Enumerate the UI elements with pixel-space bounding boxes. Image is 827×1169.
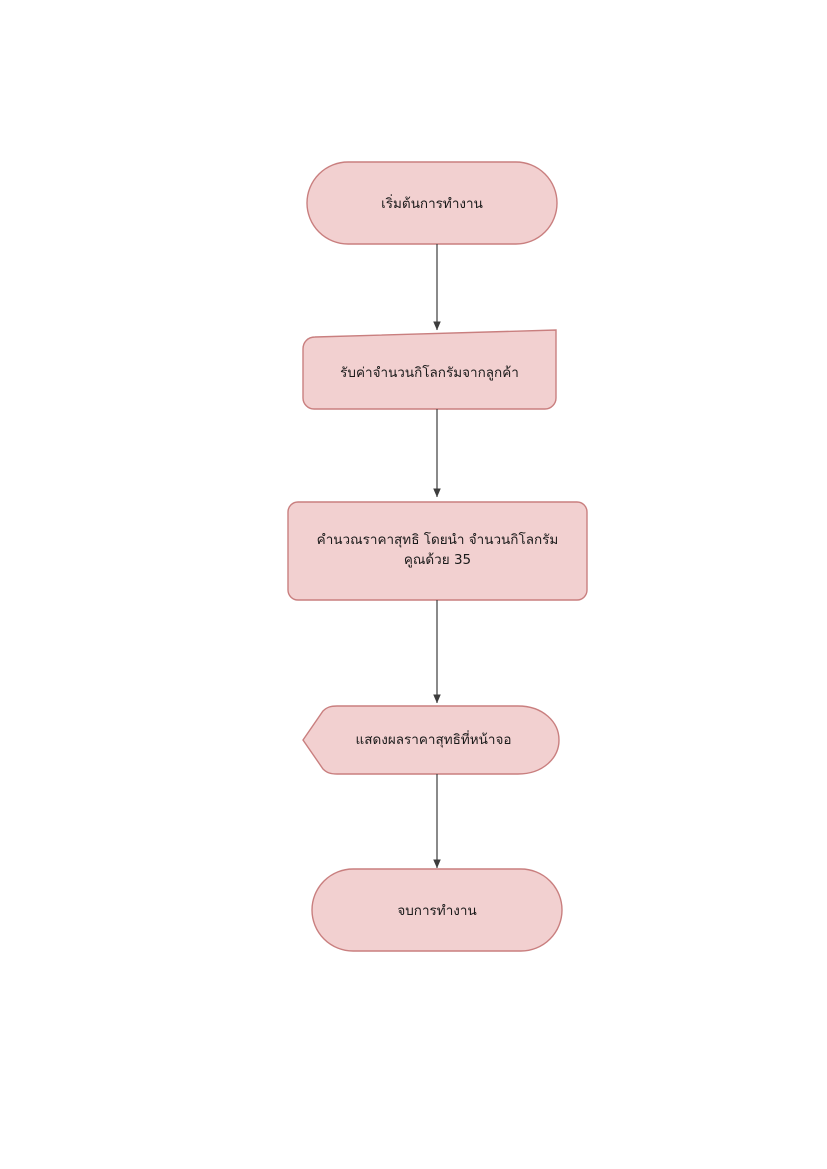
node-process-label: คำนวณราคาสุทธิ โดยนำ จำนวนกิโลกรัม คูณด้วย 35 xyxy=(316,532,559,569)
node-input-shape xyxy=(303,330,556,409)
node-input-label: รับค่าจำนวนกิโลกรัมจากลูกค้า xyxy=(340,365,519,381)
node-end-label: จบการทำงาน xyxy=(397,903,477,919)
node-display-label: แสดงผลราคาสุทธิที่หน้าจอ xyxy=(355,732,512,748)
node-start-shape xyxy=(307,162,557,244)
node-process-shape xyxy=(288,502,587,600)
node-end-shape xyxy=(312,869,562,951)
node-display-shape xyxy=(303,706,559,774)
node-start-label: เริ่มต้นการทำงาน xyxy=(381,196,483,212)
